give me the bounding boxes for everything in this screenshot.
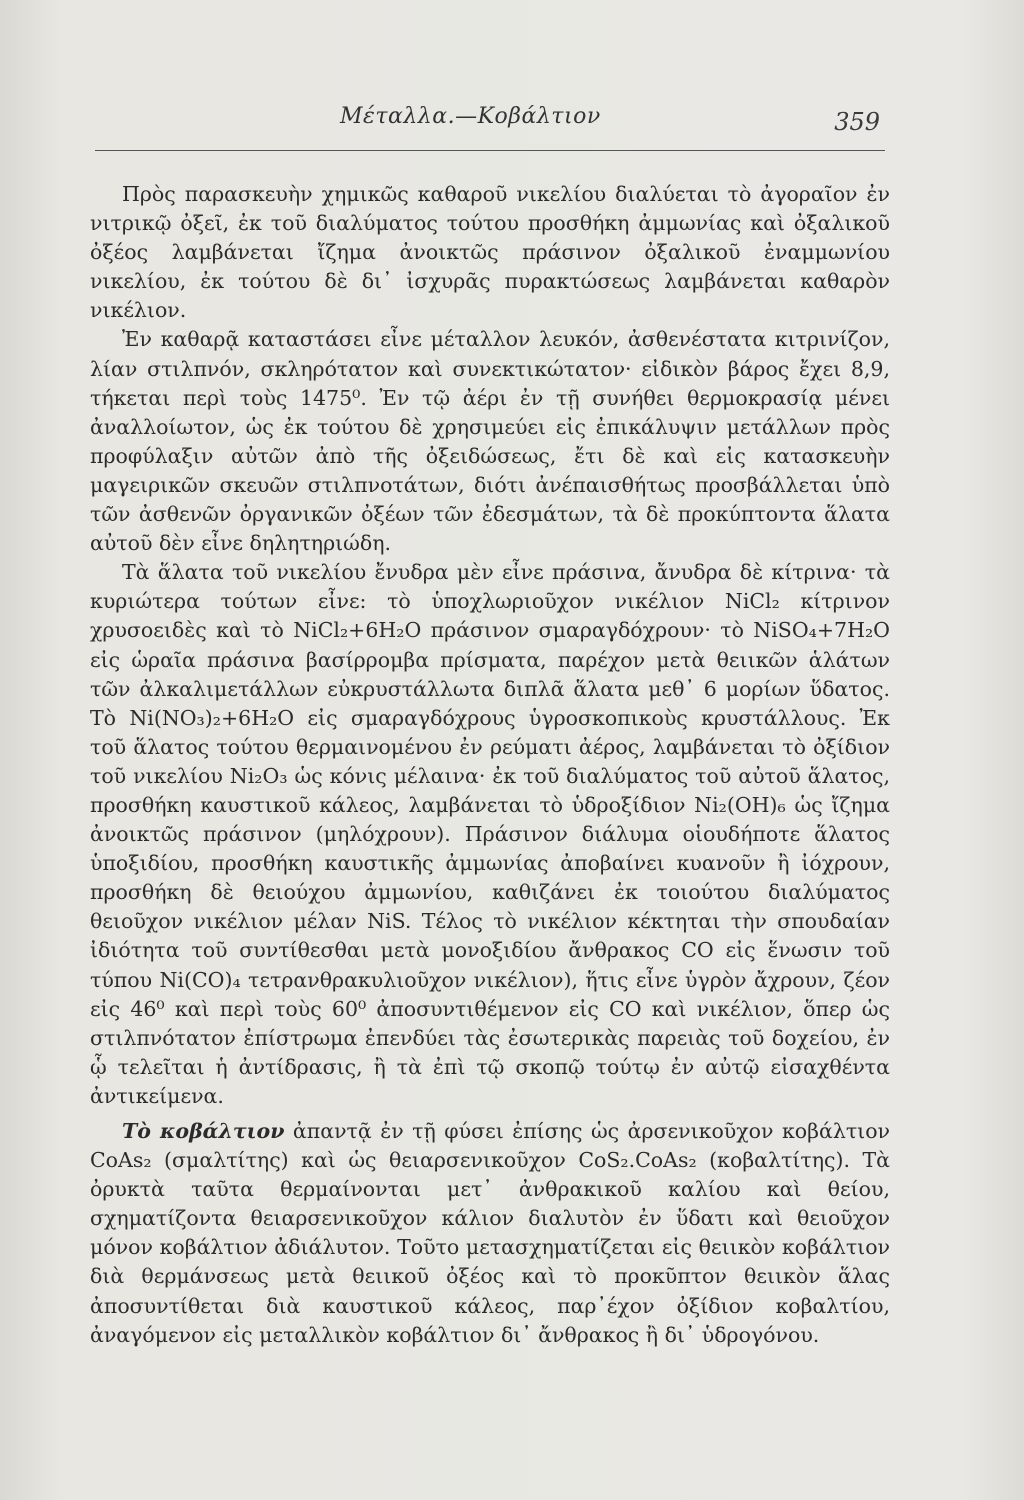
- paragraph-cobalt: [90, 1117, 890, 1350]
- paragraph-text: Πρὸς παρασκευὴν χημικῶς καθαροῦ νικελίου διαλύεται τὸ ἀγοραῖον ἐν νιτρικῷ ὀξεῖ, ἐκ τοῦ διαλύματος τούτου προσθήκη ἀμμωνίας καὶ ὀξαλικοῦ ὀξέος λαμβάνεται ἴζημα ἀνοικτῶς πράσινον ὀξαλικοῦ ἐναμμωνίου νικελίου, ἐκ τούτου δὲ δι᾽ ἰσχυρᾶς πυρακτώσεως λαμβάνεται καθαρὸν νικέλιον.: [90, 182, 890, 323]
- running-head: Μέταλλα.—Κοβάλτιον: [340, 104, 601, 129]
- body-text: [90, 180, 890, 1350]
- paragraph-text: Ἐν καθαρᾷ καταστάσει εἶνε μέταλλον λευκόν, ἀσθενέστατα κιτρινίζον, λίαν στιλπνόν, σκληρότατον καὶ συνεκτικώτατον· εἰδικὸν βάρος ἔχει 8,9, τήκεται περὶ τοὺς 1475⁰. Ἐν τῷ ἀέρι ἐν τῇ συνήθει θερμοκρασίᾳ μένει ἀναλλοίωτον, ὡς ἐκ τούτου δὲ χρησιμεύει εἰς ἐπικάλυψιν μετάλλων πρὸς προφύλαξιν αὐτῶν ἀπὸ τῆς ὀξειδώσεως, ἔτι δὲ καὶ εἰς κατασκευὴν μαγειρικῶν σκευῶν στιλπνοτάτων, διότι ἀνέπαισθήτως προσβάλλεται ὑπὸ τῶν ἀσθενῶν ὀργανικῶν ὀξέων τῶν ἐδεσμάτων, τὰ δὲ προκύπτοντα ἅλατα αὐτοῦ δὲν εἶνε δηλητηριώδη.: [90, 327, 890, 556]
- paragraph-lead-term: Τὸ κοβάλτιον: [122, 1119, 285, 1143]
- paragraph-text: Τὰ ἅλατα τοῦ νικελίου ἔνυδρα μὲν εἶνε πράσινα, ἄνυδρα δὲ κίτρινα· τὰ κυριώτερα τούτων εἶνε: τὸ ὑποχλωριοῦχον νικέλιον NiCl₂ κίτρινον χρυσοειδὲς καὶ τὸ NiCl₂+6H₂O πράσινον σμαραγδόχρουν· τὸ NiSO₄+7H₂O εἰς ὡραῖα πράσινα βασίρρομβα πρίσματα, παρέχον μετὰ θειικῶν ἁλάτων τῶν ἀλκαλιμετάλλων εὐκρυστάλλωτα διπλᾶ ἅλατα μεθ᾽ 6 μορίων ὕδατος. Τὸ Ni(NO₃)₂+6H₂O εἰς σμαραγδόχρους ὑγροσκοπικοὺς κρυστάλλους. Ἐκ τοῦ ἅλατος τούτου θερμαινομένου ἐν ρεύματι ἀέρος, λαμβάνεται τὸ ὀξίδιον τοῦ νικελίου Ni₂O₃ ὡς κόνις μέλαινα· ἐκ τοῦ διαλύματος τοῦ αὐτοῦ ἅλατος, προσθήκη καυστικοῦ κάλεος, λαμβάνεται τὸ ὑδροξίδιον Ni₂(OH)₆ ὡς ἴζημα ἀνοικτῶς πράσινον (μηλόχρουν). Πράσινον διάλυμα οἱουδήποτε ἅλατος ὑποξιδίου, προσθήκη καυστικῆς ἀμμωνίας ἀποβαίνει κυανοῦν ἢ ἰόχρουν, προσθήκη δὲ θειούχου ἀμμωνίου, καθιζάνει ἐκ τοιούτου διαλύματος θειοῦχον νικέλιον μέλαν NiS. Τέλος τὸ νικέλιον κέκτηται τὴν σπουδαίαν ἰδιότητα τοῦ συντίθεσθαι μετὰ μονοξιδίου ἄνθρακος CO εἰς ἕνωσιν τοῦ τύπου Ni(CO)₄ τετρανθρακυλιοῦχον νικέλιον), ἥτις εἶνε ὑγρὸν ἄχρουν, ζέον εἰς 46⁰ καὶ περὶ τοὺς 60⁰ ἀποσυντιθέμενον εἰς CO καὶ νικέλιον, ὅπερ ὡς στιλπνότατον ἐπίστρωμα ἐπενδύει τὰς ἐσωτερικὰς παρειὰς τοῦ δοχείου, ἐν ᾧ τελεῖται ἡ ἀντίδρασις, ἢ τὰ ἐπὶ τῷ σκοπῷ τούτῳ ἐν αὐτῷ εἰσαχθέντα ἀντικείμενα.: [90, 560, 890, 1108]
- page-header: [100, 104, 880, 144]
- paragraph-nickel-salts: [90, 558, 890, 1111]
- paragraph-nickel-properties: [90, 325, 890, 558]
- header-rule: [95, 150, 885, 151]
- page-number: 359: [834, 108, 880, 136]
- paragraph-nickel-preparation: [90, 180, 890, 325]
- paragraph-text: ἀπαντᾷ ἐν τῇ φύσει ἐπίσης ὡς ἀρσενικοῦχον κοβάλτιον CoAs₂ (σμαλτίτης) καὶ ὡς θειαρσενικοῦχον CoS₂.CoAs₂ (κοβαλτίτης). Τὰ ὀρυκτὰ ταῦτα θερμαίνονται μετ᾽ ἀνθρακικοῦ καλίου καὶ θείου, σχηματίζοντα θειαρσενικοῦχον κάλιον διαλυτὸν ἐν ὕδατι καὶ θειοῦχον μόνον κοβάλτιον ἀδιάλυτον. Τοῦτο μετασχηματίζεται εἰς θειικὸν κοβάλτιον διὰ θερμάνσεως μετὰ θειικοῦ ὀξέος καὶ τὸ προκῦπτον θειικὸν ἅλας ἀποσυντίθεται διὰ καυστικοῦ κάλεος, παρ᾽έχον ὀξίδιον κοβαλτίου, ἀναγόμενον εἰς μεταλλικὸν κοβάλτιον δι᾽ ἄνθρακος ἢ δι᾽ ὑδρογόνου.: [90, 1119, 890, 1347]
